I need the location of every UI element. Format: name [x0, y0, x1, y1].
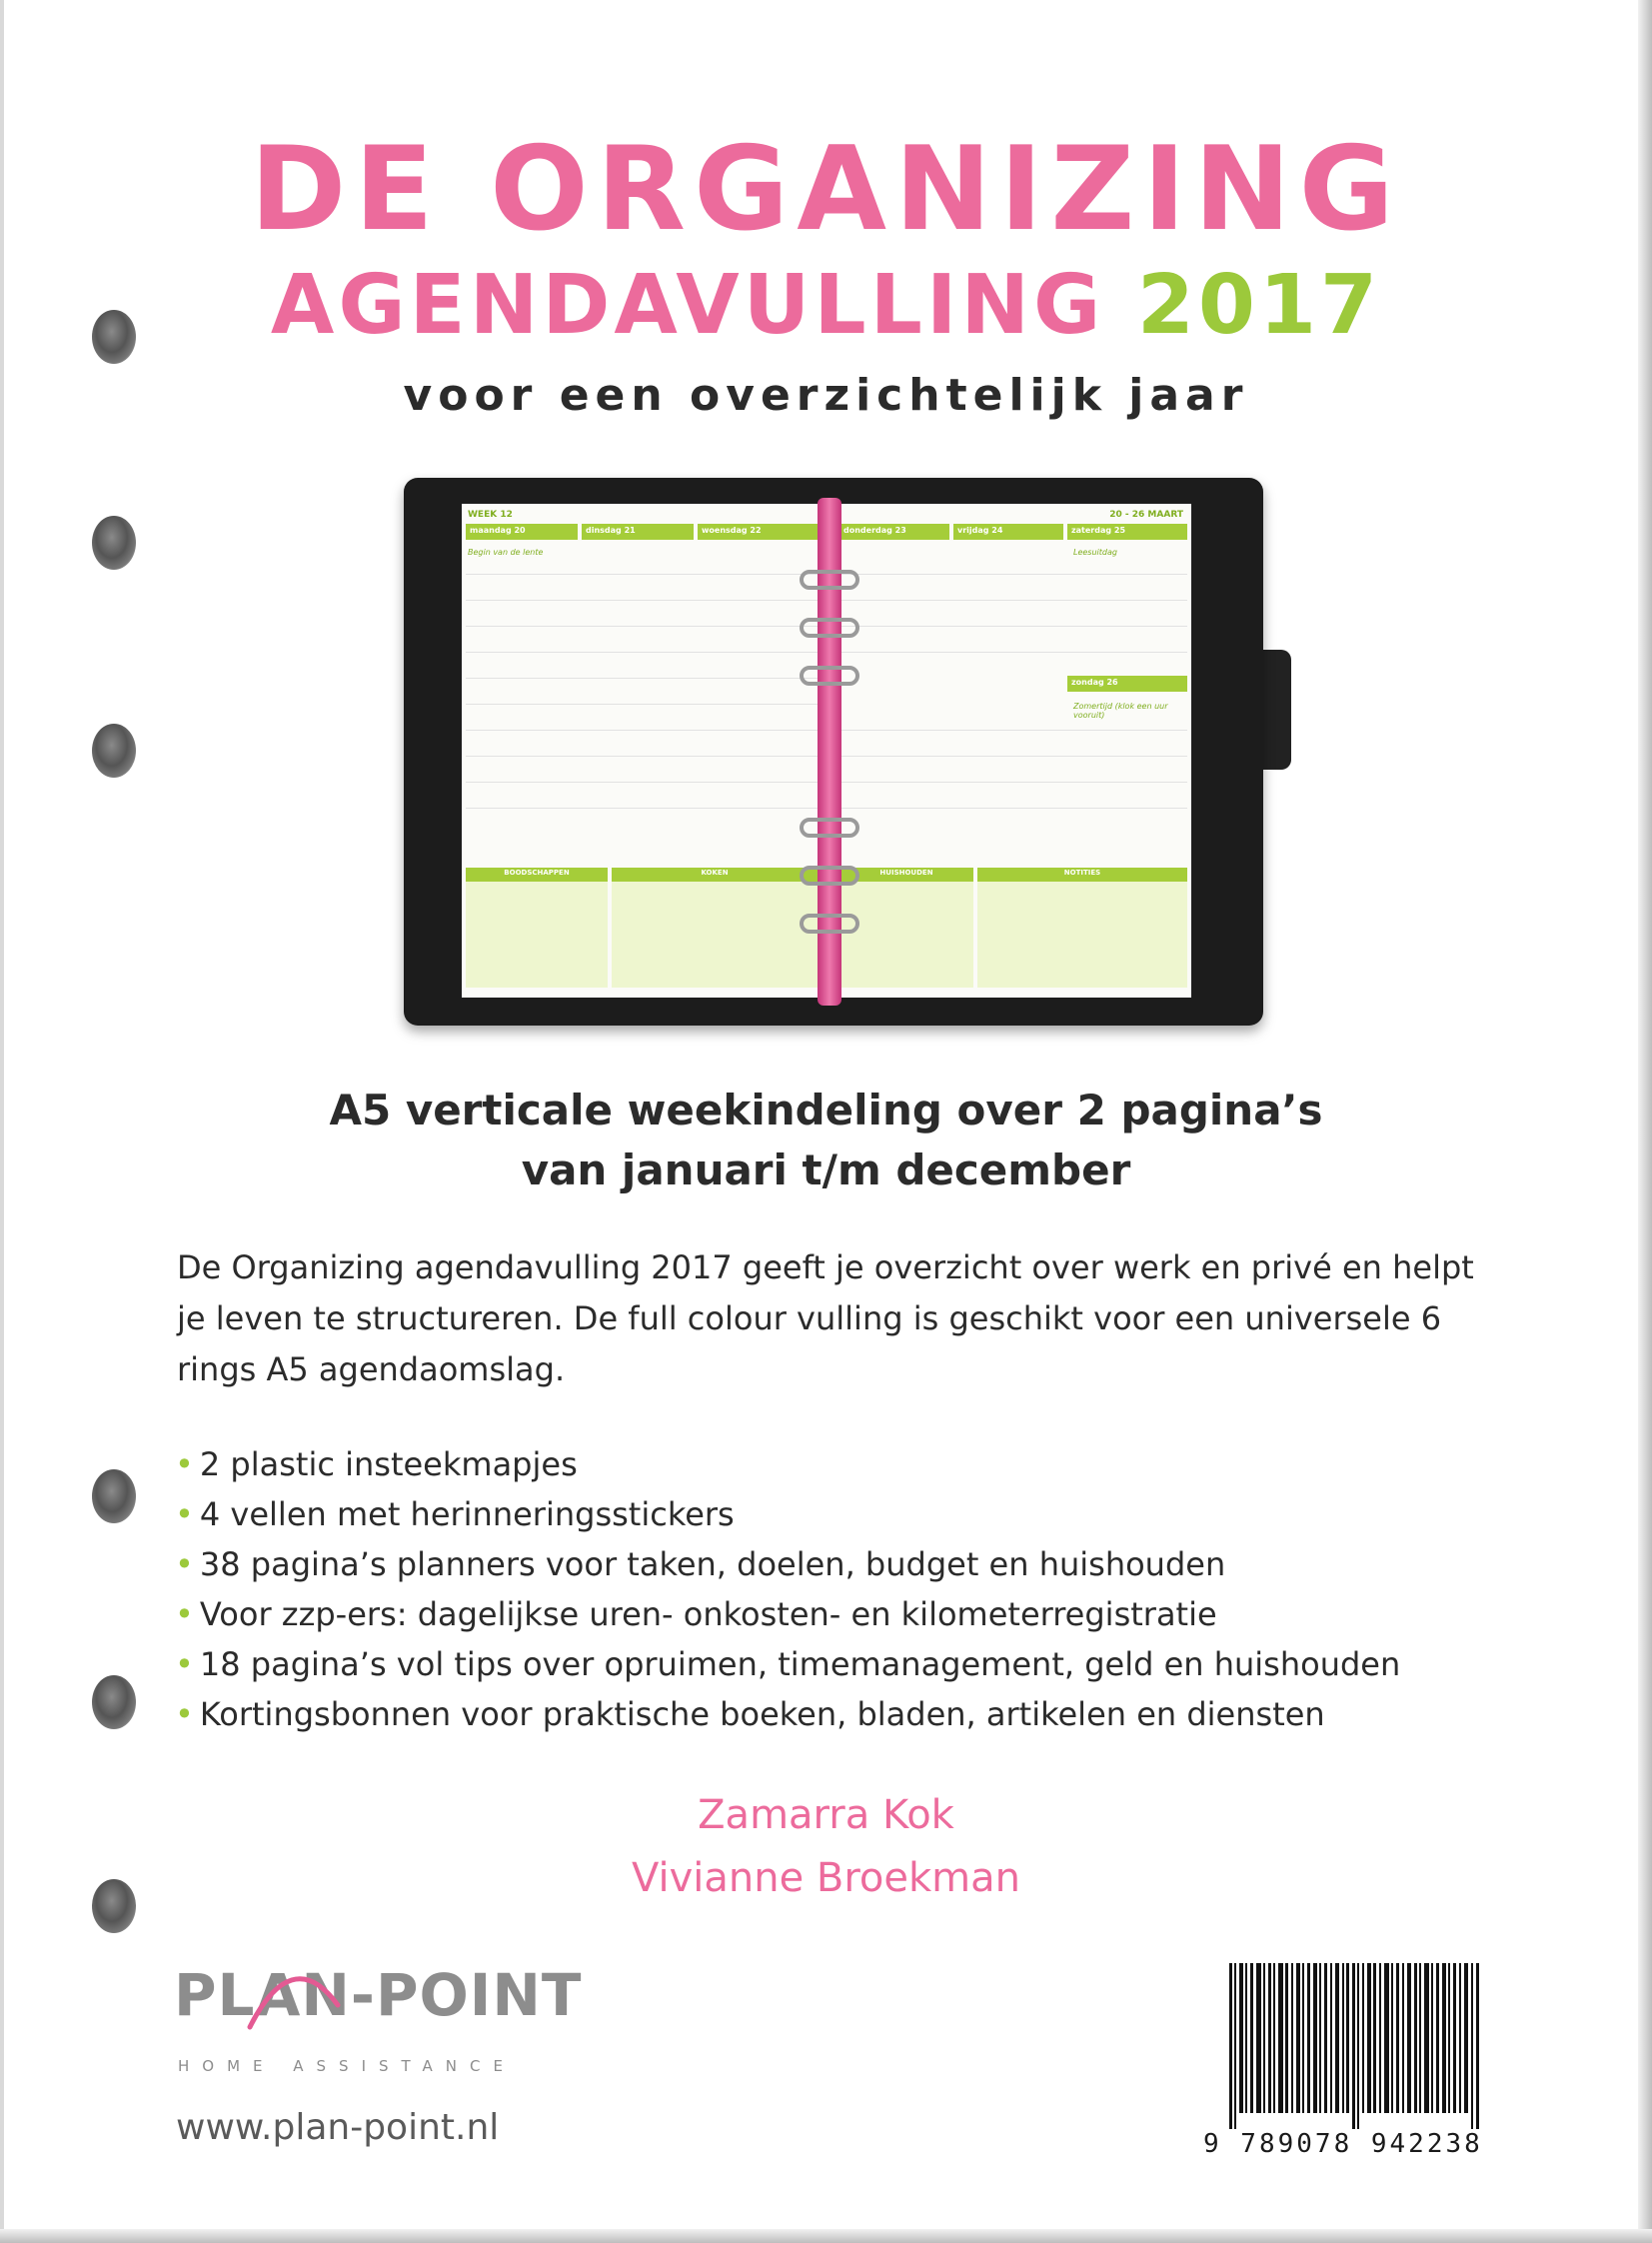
planner-rule — [839, 626, 1187, 627]
planner-box — [977, 868, 1187, 988]
author-name: Zamarra Kok — [698, 1792, 954, 1838]
planner-box — [839, 868, 973, 988]
barcode-number: 9 789078 942238 — [1203, 2129, 1483, 2159]
feature-item — [175, 1639, 1400, 1689]
feature-text: 38 pagina’s planners voor taken, doelen, budget en huishouden — [199, 1545, 1226, 1583]
barcode-icon — [1229, 1963, 1483, 2129]
bullet-icon: • — [175, 1495, 194, 1533]
planner-day: vrijdag 24 — [953, 524, 1063, 540]
feature-text: 18 pagina’s vol tips over opruimen, timemanagement, geld en huishouden — [199, 1645, 1401, 1683]
feature-text: 2 plastic insteekmapjes — [199, 1445, 578, 1483]
planner-ring — [800, 570, 859, 590]
planner-rule — [466, 626, 818, 627]
planner-box — [612, 868, 818, 988]
planner-rule — [839, 652, 1187, 653]
punch-hole — [92, 724, 136, 778]
feature-text: Kortingsbonnen voor praktische boeken, bladen, artikelen en diensten — [199, 1695, 1325, 1733]
planner-box-title: BOODSCHAPPEN — [504, 869, 570, 877]
planner-ring — [800, 666, 859, 686]
logo-swoosh-icon — [246, 1965, 342, 2031]
plan-point-logo: PLAN-POINT — [174, 1961, 583, 2029]
headline-line-2: van januari t/m december — [521, 1145, 1131, 1194]
bullet-icon: • — [175, 1695, 194, 1733]
planner-rule — [839, 600, 1187, 601]
description: De Organizing agendavulling 2017 geeft je overzicht over werk en privé en helpt je leven te structureren. De full colour vulling is geschikt voor een universele 6 rings A5 agendaomslag. — [177, 1248, 1474, 1388]
page-edge-bottom — [0, 2229, 1652, 2243]
title-line-2-text: AGENDAVULLING — [270, 258, 1105, 353]
punch-hole — [92, 1469, 136, 1523]
feature-item — [175, 1689, 1400, 1739]
bullet-icon: • — [175, 1445, 194, 1483]
planner-image — [404, 478, 1263, 1026]
planner-rule — [466, 756, 818, 757]
planner-week-range: 20 - 26 MAART — [1109, 510, 1183, 520]
planner-rule — [839, 574, 1187, 575]
feature-text: Voor zzp-ers: dagelijkse uren- onkosten- en kilometerregistratie — [199, 1595, 1217, 1633]
planner-day: maandag 20 — [466, 524, 578, 540]
planner-rule — [839, 730, 1187, 731]
planner-rule — [839, 756, 1187, 757]
title-line-1: DE ORGANIZING — [250, 122, 1402, 257]
headline-line-1: A5 verticale weekindeling over 2 pagina’s — [329, 1086, 1323, 1134]
feature-text: 4 vellen met herinneringsstickers — [199, 1495, 735, 1533]
planner-box-title: HUISHOUDEN — [879, 869, 933, 877]
planner-note: Leesuitdag — [1073, 548, 1117, 557]
title-line-2 — [0, 258, 1652, 353]
punch-hole — [92, 516, 136, 570]
planner-box — [466, 868, 608, 988]
bullet-icon: • — [175, 1545, 194, 1583]
author-name: Vivianne Broekman — [631, 1855, 1020, 1901]
planner-day: zaterdag 25 — [1067, 524, 1187, 540]
bullet-icon: • — [175, 1595, 194, 1633]
title-year: 2017 — [1136, 258, 1382, 353]
planner-rule — [466, 730, 818, 731]
feature-item — [175, 1589, 1400, 1639]
planner-rule — [466, 574, 818, 575]
planner-rule — [466, 808, 818, 809]
planner-rule — [466, 678, 818, 679]
planner-ring — [800, 818, 859, 838]
planner-ring — [800, 914, 859, 934]
planner-rule — [839, 808, 1187, 809]
planner-box-title: NOTITIES — [1063, 869, 1101, 877]
feature-item — [175, 1539, 1400, 1589]
planner-note: Zomertijd (klok een uur vooruit) — [1073, 702, 1168, 720]
planner-day: zondag 26 — [1067, 676, 1187, 692]
bullet-icon: • — [175, 1645, 194, 1683]
planner-rule — [839, 782, 1187, 783]
planner-note: Begin van de lente — [468, 548, 544, 557]
planner-rule — [466, 600, 818, 601]
planner-day: woensdag 22 — [698, 524, 818, 540]
feature-item — [175, 1439, 1400, 1489]
planner-rule — [466, 652, 818, 653]
feature-list — [175, 1439, 1400, 1739]
planner-ring — [800, 866, 859, 886]
feature-item — [175, 1489, 1400, 1539]
planner-rule — [466, 704, 818, 705]
punch-hole — [92, 1675, 136, 1729]
planner-week-label: WEEK 12 — [468, 510, 513, 520]
planner-day: donderdag 23 — [839, 524, 949, 540]
planner-box-title: KOKEN — [701, 869, 729, 877]
planner-ring — [800, 618, 859, 638]
subtitle: voor een overzichtelijk jaar — [403, 370, 1249, 421]
website-link[interactable]: www.plan-point.nl — [176, 2107, 500, 2148]
planner-page-right — [835, 504, 1191, 998]
planner-rule — [466, 782, 818, 783]
planner-day: dinsdag 21 — [582, 524, 694, 540]
logo-tagline: HOME ASSISTANCE — [178, 2057, 516, 2075]
planner-page-left — [462, 504, 822, 998]
